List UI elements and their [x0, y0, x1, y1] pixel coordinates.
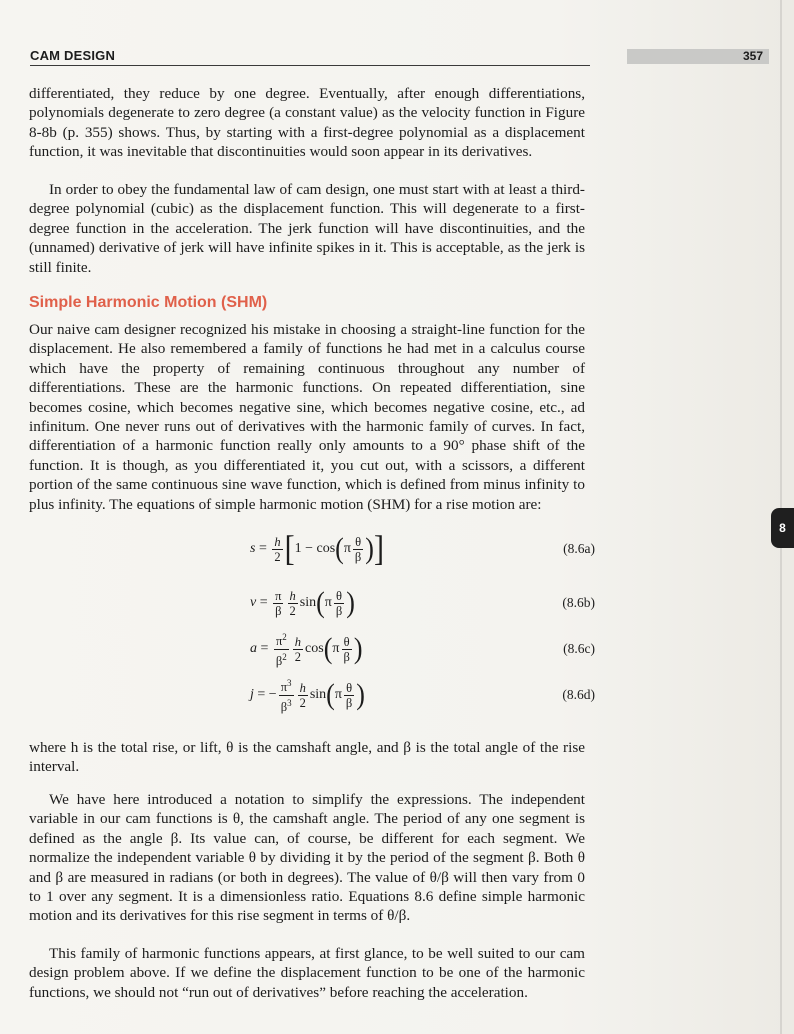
equation-8-6a-expression: s = $\frac{h}{2}$ [ 1 − cos ( π $\frac{\theta}{\beta}$ ) ] — [250, 528, 384, 569]
paragraph-4: where h is the total rise, or lift, θ is the camshaft angle, and β is the total angle of the rise interval. — [29, 739, 585, 776]
paragraph-3: Our naive cam designer recognized his mistake in choosing a straight-line function for the displacement. He also remembered a family of functions he had met in a calculus course which have the property of remaining continuous throughout any number of differentiations. These are the harmonic functions. On repeated differentiation, sine becomes cosine, which becomes negative sine, which becomes negative cosine, etc., ad infinitum. One never runs out of derivatives with the harmonic family of curves. In fact, differentiation of a harmonic function really only amounts to a 90° phase shift of the function. It is though, as you differentiated it, you cut out, with a scissors, a different portion of the same continuous sine wave function, which is defined from minus infinity to plus infinity. The equations of simple harmonic motion (SHM) for a rise motion are: — [29, 321, 585, 513]
page-number: 357 — [742, 49, 763, 63]
equation-8-6d-number: (8.6d) — [562, 687, 595, 702]
paragraph-1: differentiated, they reduce by one degree. Eventually, after enough differentiations, polynomials degenerate to zero degree (a constant value) as the velocity function in Figure 8-8b (p. 355) shows. Thus, by starting with a first-degree polynomial as a displacement function, it was inevitable that discontinuities would soon appear in its derivatives. — [29, 85, 585, 161]
paragraph-5: We have here introduced a notation to simplify the expressions. The independent variable in our cam functions is θ, the camshaft angle. The period of any one segment is defined as the angle β. Its value can, of course, be different for each segment. We normalize the independent variable θ by dividing it by the period of the segment β. Both θ and β are measured in radians (or both in degrees). The value of θ/β will then vary from 0 to 1 over any segment. It is a dimensionless ratio. Equations 8.6 define simple harmonic motion and its derivatives for this rise segment in terms of θ/β. — [29, 791, 585, 925]
equation-8-6b-number: (8.6b) — [562, 595, 595, 610]
equation-8-6a-number: (8.6a) — [563, 541, 595, 556]
running-header — [30, 48, 784, 66]
paragraph-2: In order to obey the fundamental law of cam design, one must start with at least a third-degree polynomial (cubic) as the displacement function. This will degenerate to a first-degree function in the acceleration. The jerk function will have discontinuities, and the (unnamed) derivative of jerk will have infinite spikes in it. This is acceptable, as the jerk is still finite. — [29, 181, 585, 276]
paragraph-6: This family of harmonic functions appears, at first glance, to be well suited to our cam design problem above. If we define the displacement function to be one of the harmonic functions, we should not “run out of derivatives” before reaching the acceleration. — [29, 945, 585, 1001]
equation-8-6c-expression: a = $\frac{\pi^2}{\beta^2}$ $\frac{h}{2}$ cos ( π $\frac{\theta}{\beta}$ ) — [250, 631, 363, 668]
equation-8-6b-expression: v = $\frac{\pi}{\beta}$ $\frac{h}{2}$ sin ( π $\frac{\theta}{\beta}$ ) — [250, 585, 355, 620]
equation-8-6c-number: (8.6c) — [563, 641, 595, 656]
equation-8-6d-expression: j = − $\frac{\pi^3}{\beta^3}$ $\frac{h}{2}$ sin ( π $\frac{\theta}{\beta}$ ) — [250, 677, 365, 714]
equation-8-6c — [250, 630, 595, 668]
header-rule — [30, 65, 590, 66]
equation-8-6b — [250, 584, 595, 622]
page-number-box — [627, 49, 769, 64]
equation-8-6a — [250, 530, 595, 568]
equation-8-6d — [250, 676, 595, 714]
section-heading: Simple Harmonic Motion (SHM) — [29, 294, 268, 311]
chapter-thumb-tab: 8 — [771, 508, 794, 548]
running-title: CAM DESIGN — [30, 48, 116, 63]
